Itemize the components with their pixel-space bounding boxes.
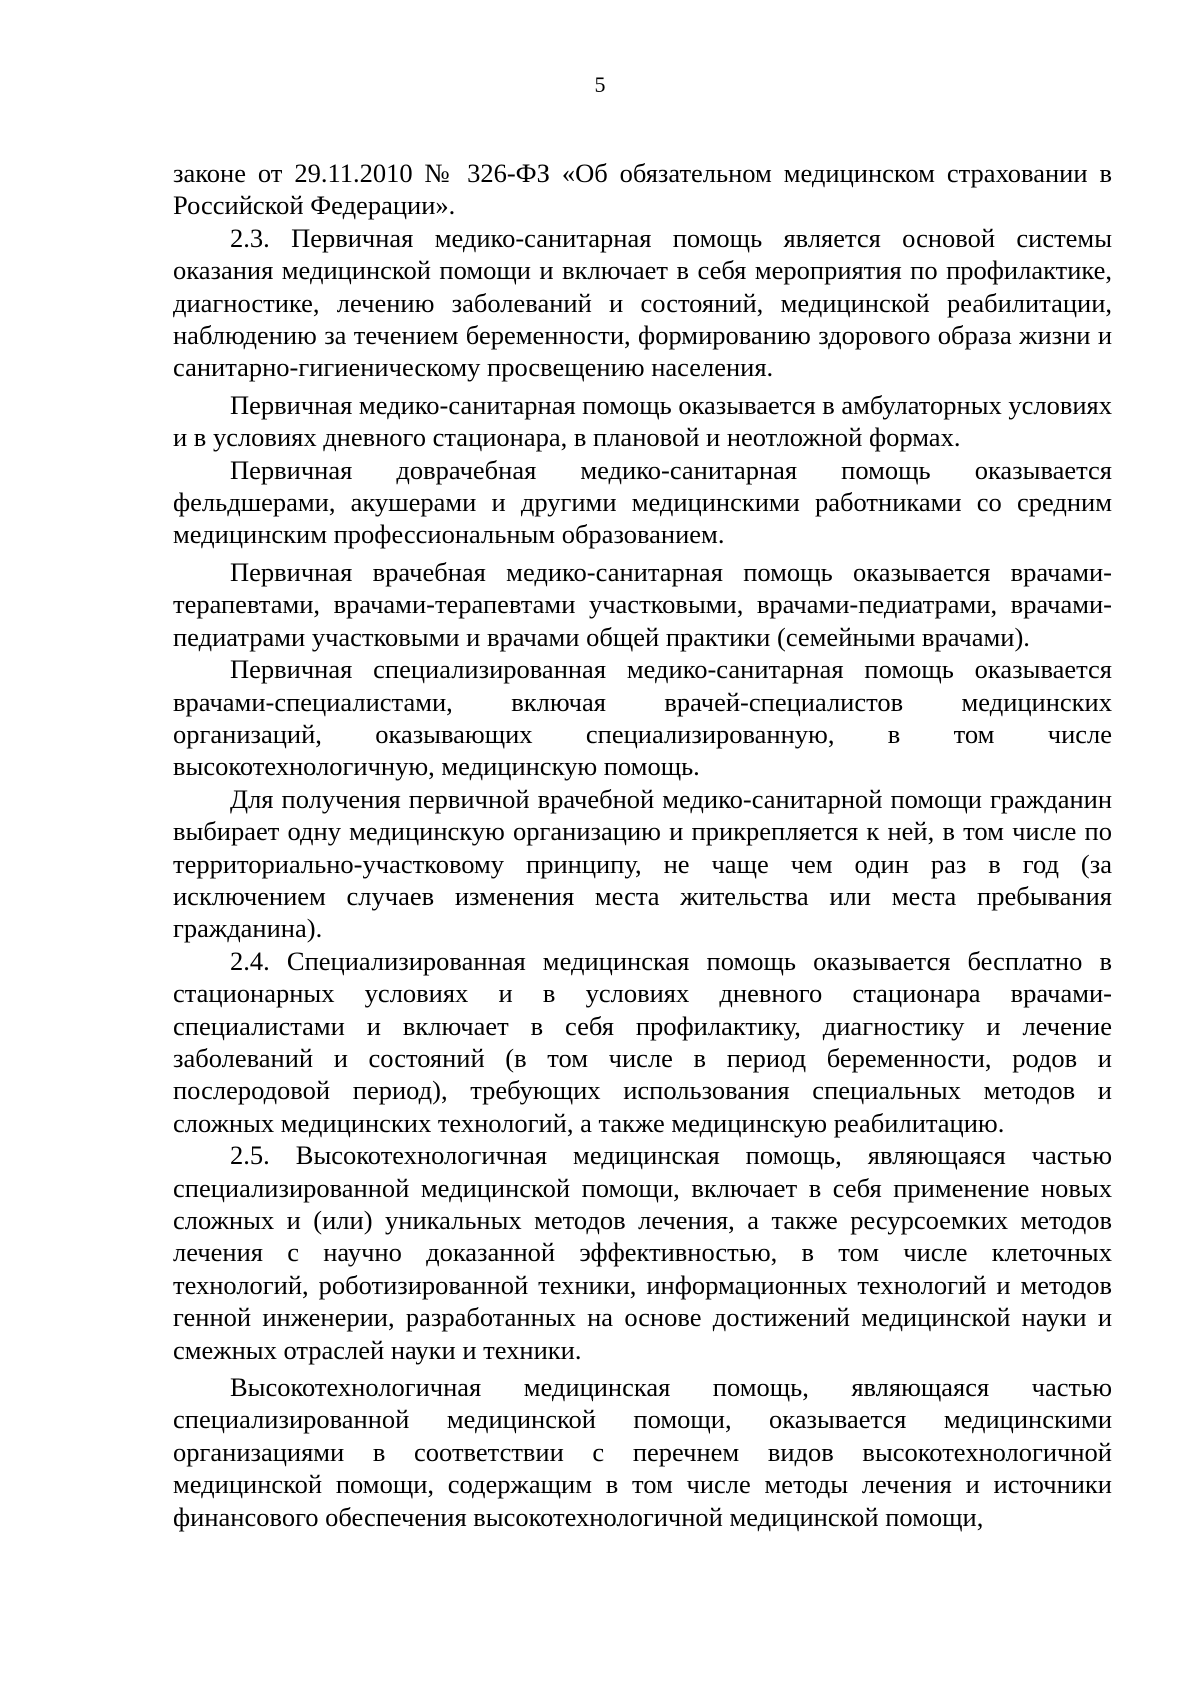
paragraph-continuation: законе от 29.11.2010 № 326-ФЗ «Об обязательном медицинском страховании в Российской Федерации». bbox=[173, 158, 1112, 221]
paragraph-2-3: 2.3. Первичная медико-санитарная помощь является основой системы оказания медицинской помощи и включает в себя мероприятия по профилактике, диагностике, лечению заболеваний и состояний, медицинской реабилитации, наблюдению за течением беременности, формированию здорового образа жизни и санитарно-гигиеническому просвещению населения. bbox=[173, 222, 1112, 383]
document-body bbox=[173, 157, 1112, 1533]
paragraph-specialized-primary-care: Первичная специализированная медико-санитарная помощь оказывается врачами-специалистами, включая врачей-специалистов медицинских организаций, оказывающих специализированную, в том числе высокотехнологичную, медицинскую помощь. bbox=[173, 654, 1112, 782]
paragraph-primary-care-conditions: Первичная медико-санитарная помощь оказывается в амбулаторных условиях и в условиях дневного стационара, в плановой и неотложной формах. bbox=[173, 389, 1112, 453]
paragraph-2-4: 2.4. Специализированная медицинская помощь оказывается бесплатно в стационарных условиях и в условиях дневного стационара врачами-специалистами и включает в себя профилактику, диагностику и лечение заболеваний и состояний (в том числе в период беременности, родов и послеродовой период), требующих использования специальных методов и сложных медицинских технологий, а также медицинскую реабилитацию. bbox=[173, 945, 1112, 1138]
paragraph-physician-care: Первичная врачебная медико-санитарная помощь оказывается врачами-терапевтами, врачами-терапевтами участковыми, врачами-педиатрами, врачами-педиатрами участковыми и врачами общей практики (семейными врачами). bbox=[173, 556, 1112, 652]
paragraph-2-5: 2.5. Высокотехнологичная медицинская помощь, являющаяся частью специализированной медицинской помощи, включает в себя применение новых сложных и (или) уникальных методов лечения, а также ресурсоемких методов лечения с научно доказанной эффективностью, в том числе клеточных технологий, роботизированной техники, информационных технологий и методов генной инженерии, разработанных на основе достижений медицинской науки и смежных отраслей науки и техники. bbox=[173, 1140, 1112, 1365]
paragraph-organization-choice: Для получения первичной врачебной медико-санитарной помощи гражданин выбирает одну медицинскую организацию и прикрепляется к ней, в том числе по территориально-участковому принципу, не чаще чем один раз в год (за исключением случаев изменения места жительства или места пребывания гражданина). bbox=[173, 783, 1112, 944]
paragraph-high-tech-care: Высокотехнологичная медицинская помощь, являющаяся частью специализированной медицинской помощи, оказывается медицинскими организациями в соответствии с перечнем видов высокотехнологичной медицинской помощи, содержащим в том числе методы лечения и источники финансового обеспечения высокотехнологичной медицинской помощи, bbox=[173, 1372, 1112, 1532]
page-number: 5 bbox=[594, 72, 606, 97]
paragraph-pre-medical-care: Первичная доврачебная медико-санитарная помощь оказывается фельдшерами, акушерами и другими медицинскими работниками со средним медицинским профессиональным образованием. bbox=[173, 454, 1112, 550]
